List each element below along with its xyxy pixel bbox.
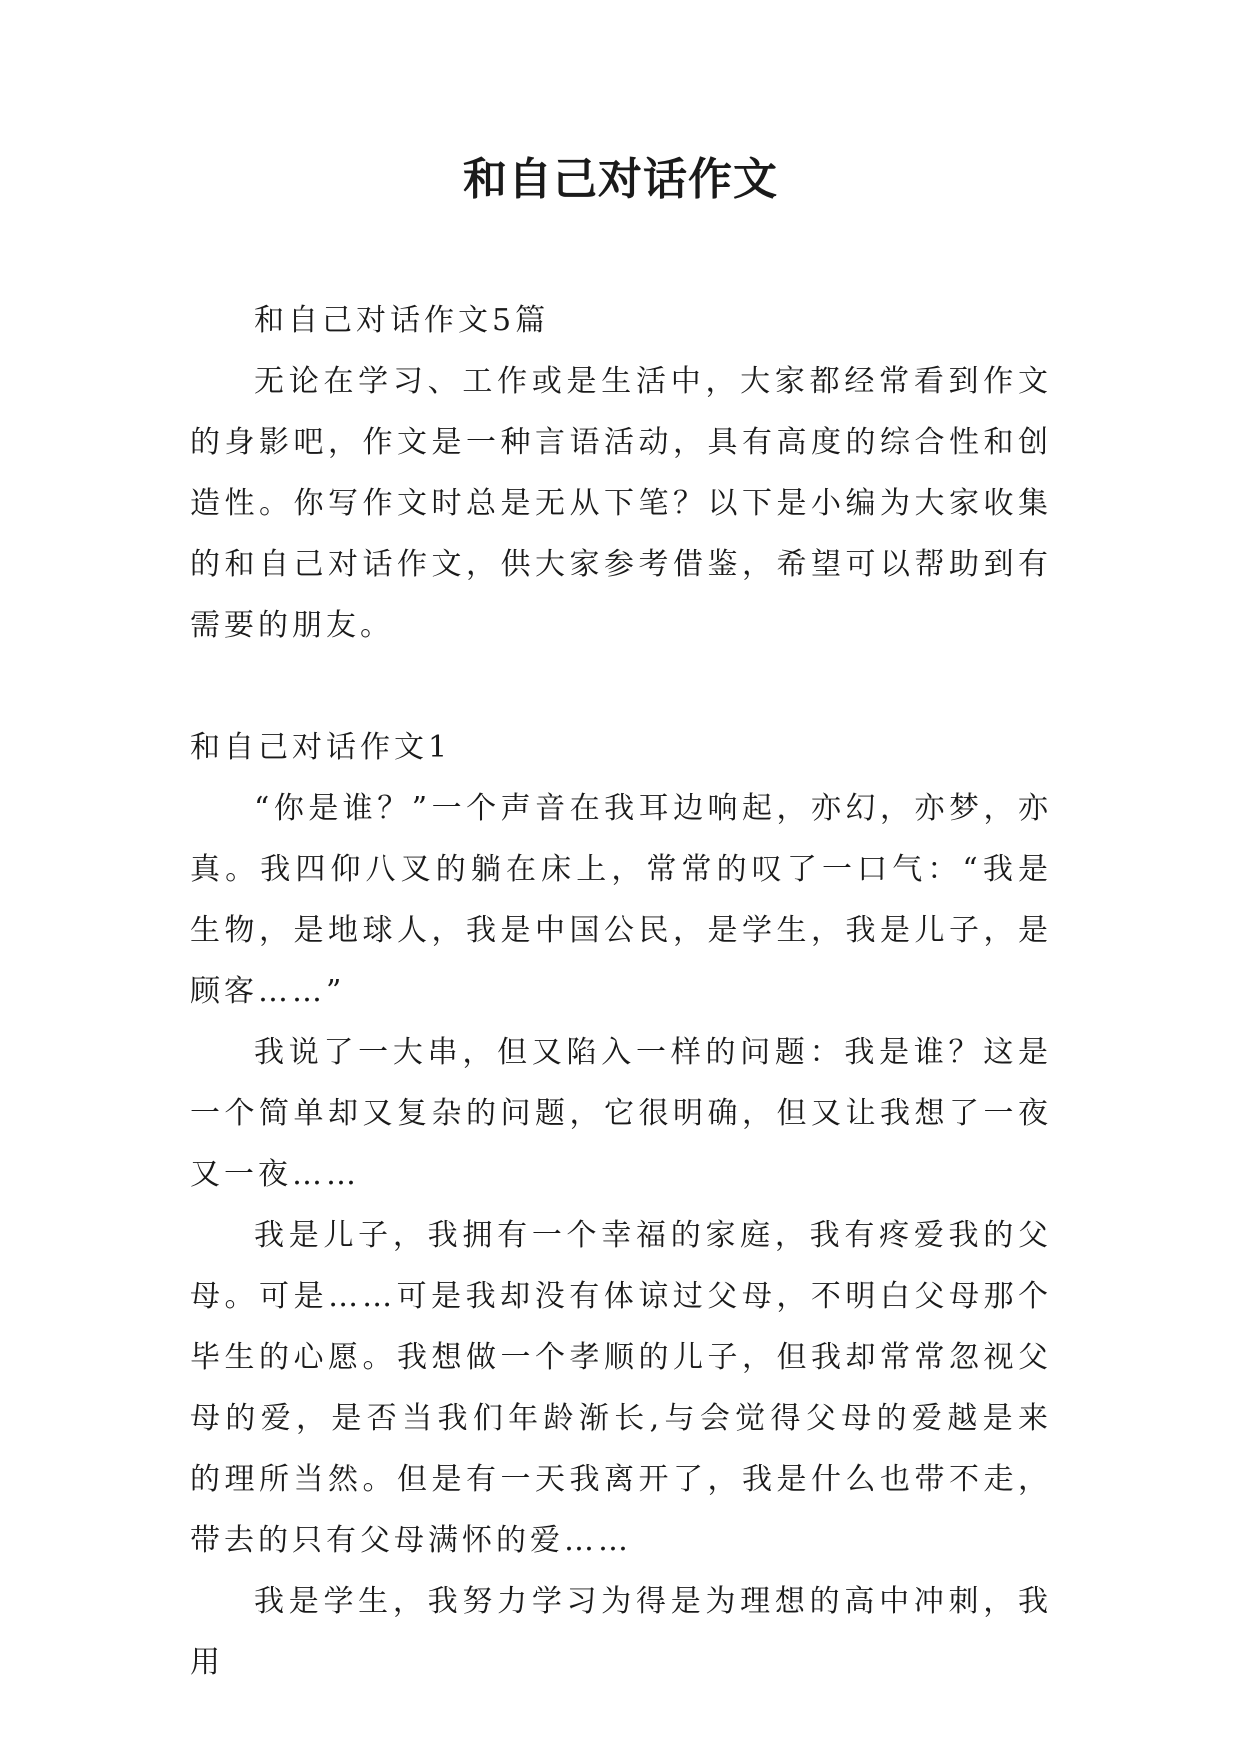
body-paragraph: “你是谁？”一个声音在我耳边响起，亦幻，亦梦，亦真。我四仰八叉的躺在床上，常常的叹了一口气：“我是生物，是地球人，我是中国公民，是学生，我是儿子，是顾客……”: [190, 791, 1052, 1009]
document-body: [190, 290, 1052, 1693]
document-title: 和自己对话作文: [463, 154, 778, 205]
body-paragraph: 我是学生，我努力学习为得是为理想的高中冲刺，我用: [190, 1584, 1052, 1680]
section-heading: 和自己对话作文1: [190, 730, 452, 765]
intro-paragraph: 无论在学习、工作或是生活中，大家都经常看到作文的身影吧，作文是一种言语活动，具有高度的综合性和创造性。你写作文时总是无从下笔？以下是小编为大家收集的和自己对话作文，供大家参考借鉴，希望可以帮助到有需要的朋友。: [190, 364, 1052, 643]
subtitle-paragraph: 和自己对话作文5篇: [254, 303, 550, 338]
body-paragraph: 我是儿子，我拥有一个幸福的家庭，我有疼爱我的父母。可是……可是我却没有体谅过父母，不明白父母那个毕生的心愿。我想做一个孝顺的儿子，但我却常常忽视父母的爱，是否当我们年龄渐长,与会觉得父母的爱越是来的理所当然。但是有一天我离开了，我是什么也带不走，带去的只有父母满怀的爱……: [190, 1218, 1052, 1558]
body-paragraph: 我说了一大串，但又陷入一样的问题：我是谁？这是一个简单却又复杂的问题，它很明确，但又让我想了一夜又一夜……: [190, 1035, 1052, 1192]
